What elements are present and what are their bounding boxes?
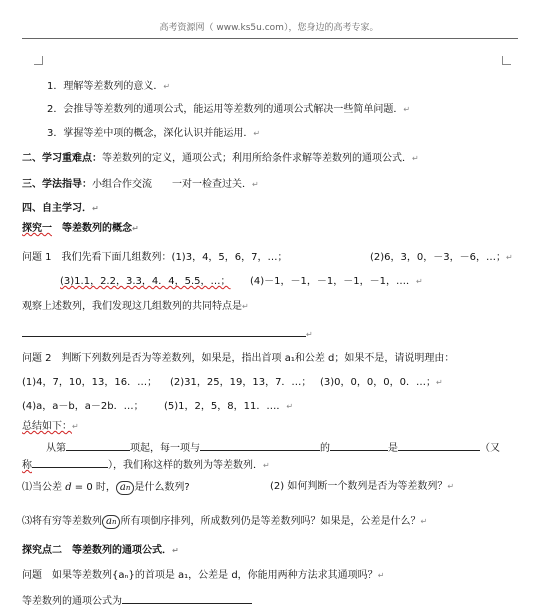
goal-3: 3．掌握等差中项的概念，深化认识并能运用．↵ bbox=[47, 128, 261, 139]
sequence-brace: an bbox=[102, 515, 120, 529]
page-corner-marker bbox=[502, 56, 511, 65]
explore-2-title: 探究点二 等差数列的通项公式．↵ bbox=[22, 545, 179, 556]
question-2-row1: (1)4，7，10，13，16．…； bbox=[22, 377, 158, 388]
section-self-study: 四、自主学习．↵ bbox=[22, 203, 99, 214]
question-1-c: (3)1.1，2.2，3.3，4．4，5.5，…； bbox=[60, 276, 231, 287]
summary-line-2: 称 ），我们称这样的数列为等差数列．↵ bbox=[22, 457, 270, 472]
sub-question-1: ⑴当公差 d = 0 时， an 是什么数列? bbox=[22, 482, 190, 493]
question-2-row2: (5)1，2，5，8，11．…．↵ bbox=[164, 401, 294, 412]
explore-1-title: 探究一 等差数列的概念↵ bbox=[22, 223, 139, 234]
page-header: 高考资源网（ www.ks5u.com），您身边的高考专家。 bbox=[159, 23, 379, 33]
question-3: 问题 如果等差数列{aₙ}的首项是 a₁，公差是 d，你能用两种方法求其通项吗？↵ bbox=[22, 570, 385, 581]
question-2-row1: (3)0，0，0，0，0．…；↵ bbox=[320, 377, 443, 388]
question-1: 问题 1 我们先看下面几组数列：(1)3，4，5，6，7，…； bbox=[22, 252, 288, 263]
sub-question-2: (2) 如何判断一个数列是否为等差数列？↵ bbox=[270, 481, 455, 492]
question-2-row1: (2)31，25，19，13，7．…； bbox=[170, 377, 312, 388]
summary-title: 总结如下：↵ bbox=[22, 421, 79, 432]
question-2: 问题 2 判断下列数列是否为等差数列，如果是，指出首项 a₁和公差 d；如果不是，请说明理由： bbox=[22, 353, 455, 364]
answer-blank[interactable]: ↵ bbox=[22, 326, 313, 341]
section-method: 三、学法指导：小组合作交流 一对一检查过关．↵ bbox=[22, 179, 259, 190]
page-corner-marker bbox=[34, 56, 43, 65]
question-1-d: (4)－1，－1，－1，－1，－1，…．↵ bbox=[250, 276, 423, 287]
observe-text: 观察上述数列，我们发现这几组数列的共同特点是↵ bbox=[22, 301, 249, 312]
sequence-brace: an bbox=[116, 481, 134, 495]
header-rule bbox=[22, 38, 518, 39]
formula-line: 等差数列的通项公式为 bbox=[22, 593, 252, 608]
question-1-b: (2)6，3，0，－3，－6，…；↵ bbox=[370, 252, 513, 263]
goal-2: 2．会推导等差数列的通项公式，能运用等差数列的通项公式解决一些简单问题．↵ bbox=[47, 104, 411, 115]
formula-blank[interactable] bbox=[122, 593, 252, 604]
summary-line-1: 从第 项起，每一项与 的 是 （又 bbox=[46, 440, 500, 455]
section-key-points: 二、学习重难点：等差数列的定义，通项公式；利用所给条件求解等差数列的通项公式．↵ bbox=[22, 153, 419, 164]
goal-1: 1．理解等差数列的意义．↵ bbox=[47, 81, 171, 92]
sub-question-3: ⑶将有穷等差数列 an 所有项倒序排列，所成数列仍是等差数列吗？如果是，公差是什么？↵ bbox=[22, 516, 428, 527]
question-2-row2: (4)a，a－b，a－2b．…； bbox=[22, 401, 144, 412]
